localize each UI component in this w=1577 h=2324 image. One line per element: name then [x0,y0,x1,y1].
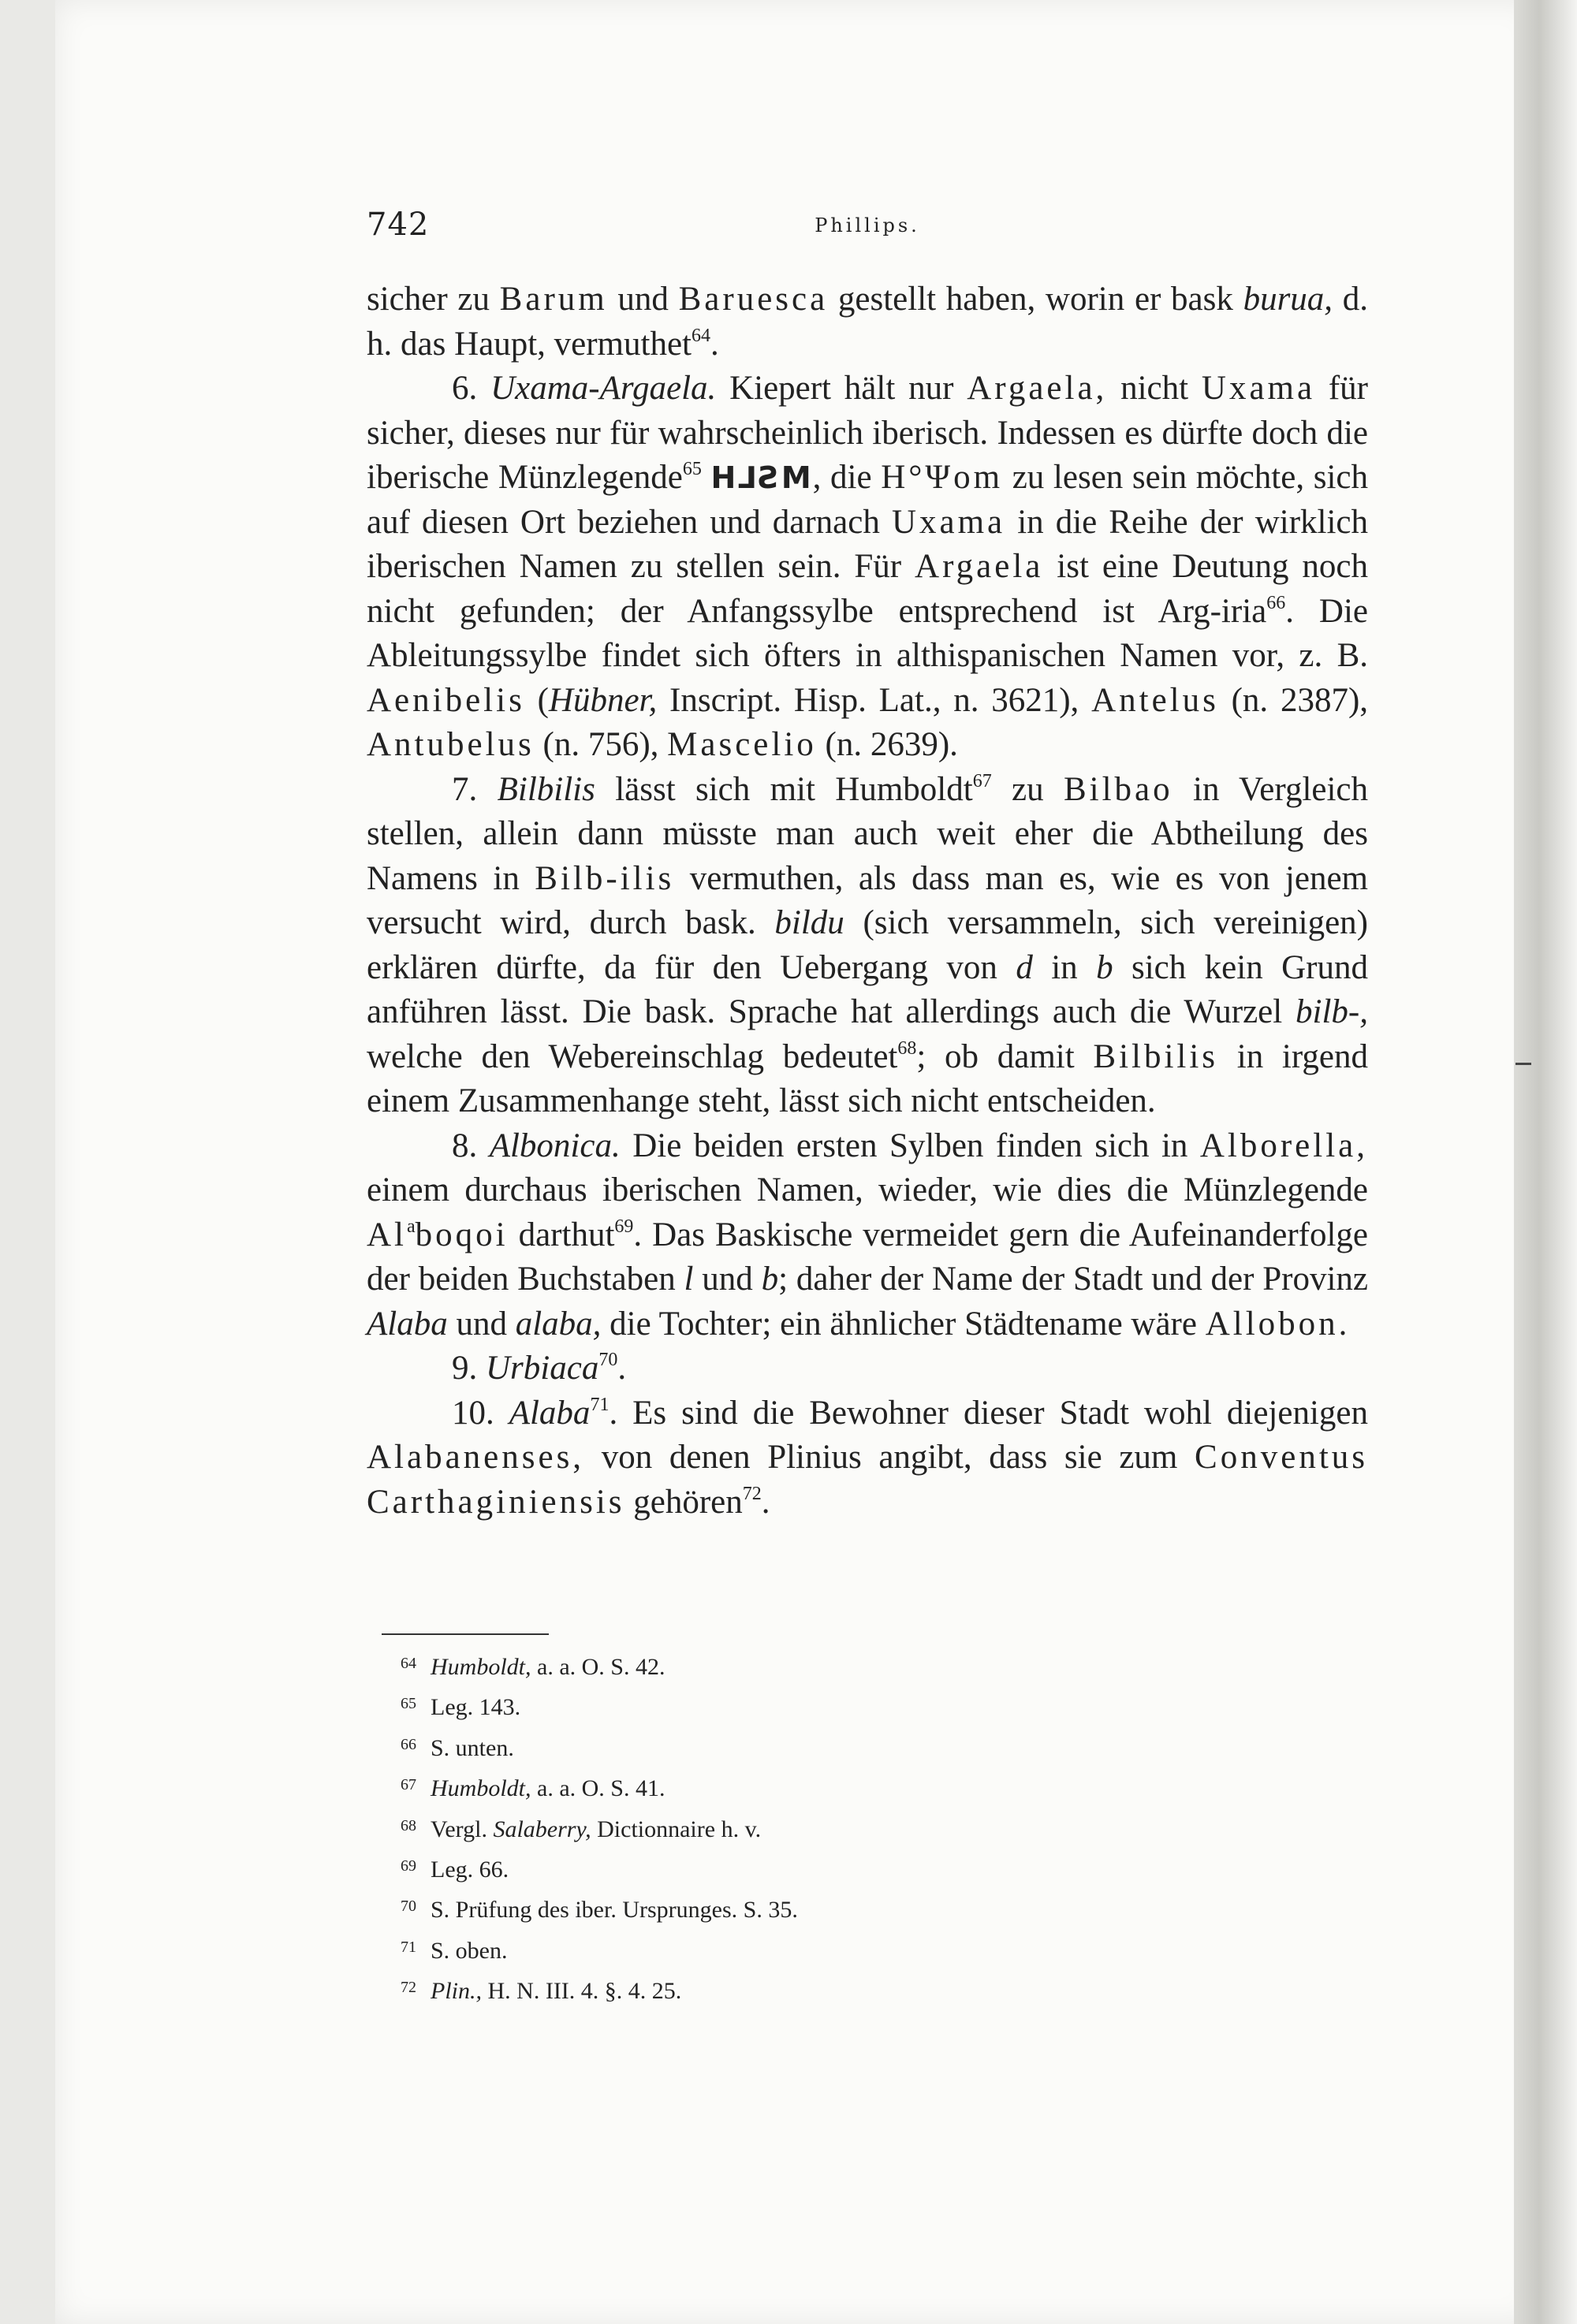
footnote: 72 Plin., H. N. III. 4. §. 4. 25. [401,1978,682,2005]
paragraph-albonica: 8. Albonica. Die beiden ersten Sylben finden sich in Alborella, einem durchaus iberischen Namen, wieder, wie dies die Münzlegende Al$^a$boqoi darthut$^{69}$. Das Baskische vermeidet gern die Aufeinanderfolge der beiden Buchstaben l und b; daher der Name der Stadt und der Provinz Alaba und alaba, die Tochter; ein ähnlicher Städtename wäre Allobon. [367,1127,1369,1343]
footnote: 71 S. oben. [401,1937,508,1964]
footnote-ref: 65 [682,459,702,479]
footnote: 66 S. unten. [401,1734,514,1761]
footnote-ref: 64 [692,325,710,346]
page-fold-shadow [1514,0,1577,2324]
footnote: 68 Vergl. Salaberry, Dictionnaire h. v. [401,1816,762,1842]
paragraph-bilbilis: 7. Bilbilis lässt sich mit Humboldt$^{67}$ zu Bilbao in Vergleich stellen, allein dann müsste man auch weit eher die Abtheilung des Namens in Bilb-ilis vermuthen, als dass man es, wie es von jenem versucht wird, durch bask. bildu (sich versammeln, sich vereinigen) erklären dürfte, da für den Uebergang von d in b sich kein Grund anführen lässt. Die bask. Sprache hat allerdings auch die Wurzel bilb-, welche den Webereinschlag bedeutet$^{68}$; ob damit Bilbilis in irgend einem Zusammenhange steht, lässt sich nicht entscheiden. [367,770,1369,1119]
margin-mark [1515,1063,1531,1065]
footnote: 65 Leg. 143. [401,1694,521,1721]
paragraph-barum: sicher zu Barum und Baruesca gestellt haben, worin er bask burua, d. h. das Haupt, vermuthet$^{64}$. [367,281,1369,363]
footnote-ref: 67 [972,770,992,791]
footnote-ref: 72 [742,1483,762,1504]
footnote: 64 Humboldt, a. a. O. S. 42. [401,1654,665,1680]
footnotes [401,1645,1268,2010]
footnote-ref: 71 [590,1394,610,1415]
paragraph-urbiaca: 9. Urbiaca$^{70}$. [452,1350,627,1387]
footnote: 67 Humboldt, a. a. O. S. 41. [401,1775,665,1802]
footnote-rule [382,1633,549,1635]
running-title: Phillips. [815,214,920,236]
paragraph-uxama: 6. Uxama-Argaela. Kiepert hält nur Argaela, nicht Uxama für sicher, dieses nur für wahrscheinlich iberisch. Indessen es dürfte doch die iberische Münzlegende$^{65}$ H⅃ƧM, die H°Ψom zu lesen sein möchte, sich auf diesen Ort beziehen und darnach Uxama in die Reihe der wirklich iberischen Namen zu stellen sein. Für Argaela ist eine Deutung noch nicht gefunden; der Anfangssylbe entsprechend ist Arg-iria$^{66}$. Die Ableitungssylbe findet sich öfters in althispanischen Namen vor, z. B. Aenibelis (Hübner, Inscript. Hisp. Lat., n. 3621), Antelus (n. 2387), Antubelus (n. 756), Mascelio (n. 2639). [367,370,1369,763]
footnote: 69 Leg. 66. [401,1857,509,1883]
footnote-ref: 70 [598,1350,618,1370]
footnote-ref: 68 [897,1037,917,1059]
paragraph-alaba: 10. Alaba$^{71}$. Es sind die Bewohner dieser Stadt wohl diejenigen Alabanenses, von denen Plinius angibt, dass sie zum Conventus Carthaginiensis gehören$^{72}$. [367,1394,1368,1521]
running-head [367,207,1368,254]
footnote-ref: 66 [1266,592,1286,613]
main-text [367,277,1368,1525]
footnote: 70 S. Prüfung des iber. Ursprunges. S. 35. [401,1897,798,1924]
footnote-ref: 69 [614,1216,634,1237]
page-number: 742 [367,207,430,243]
iberian-coin-legend: H⅃ƧM [710,460,813,495]
